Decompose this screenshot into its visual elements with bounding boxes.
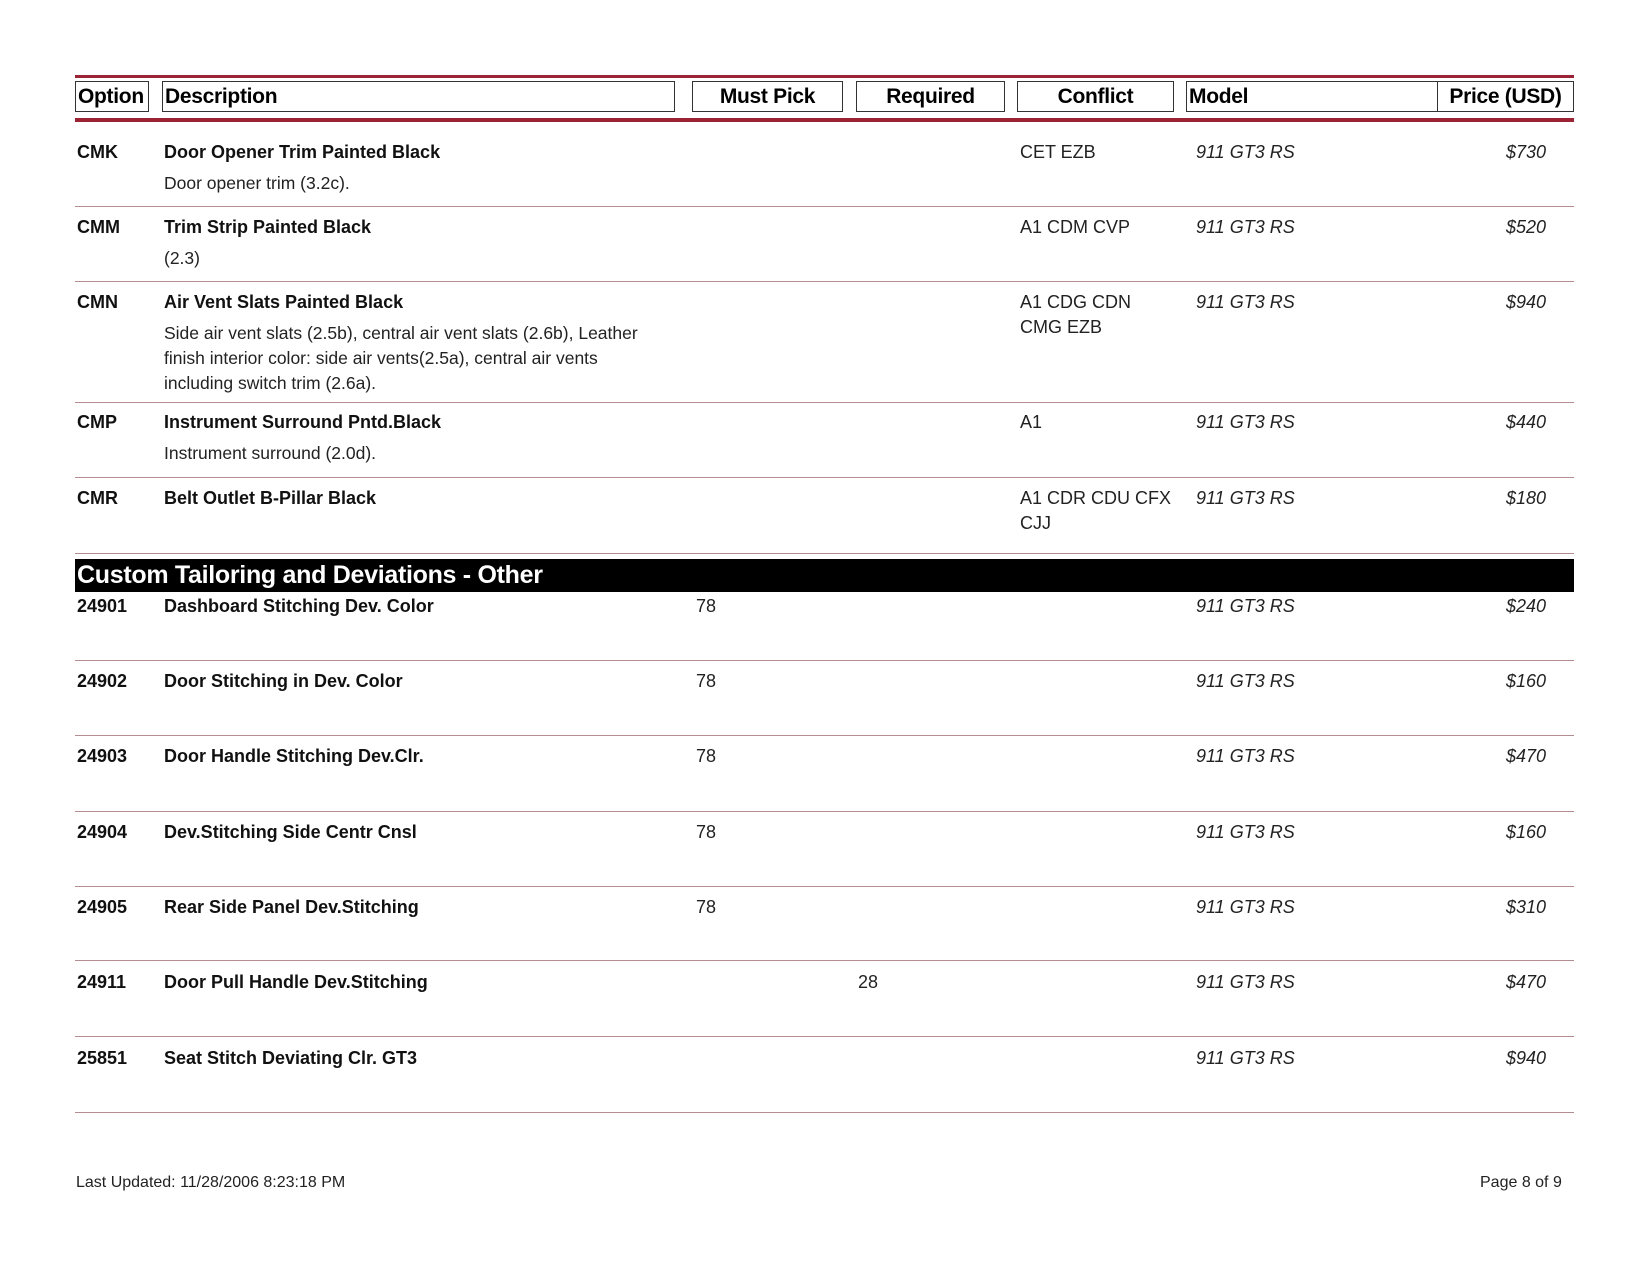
option-code: 24901 (77, 596, 128, 616)
column-header-description: Description (162, 81, 675, 112)
row-separator (75, 553, 1574, 554)
row-separator (75, 1036, 1574, 1037)
price: $940 (1505, 1048, 1546, 1068)
must-pick-value: 78 (696, 596, 717, 616)
model-name: 911 GT3 RS (1196, 746, 1295, 766)
price: $730 (1505, 142, 1546, 162)
model-name: 911 GT3 RS (1196, 292, 1295, 312)
row-separator (75, 281, 1574, 282)
page-number: Page 8 of 9 (1480, 1174, 1562, 1191)
must-pick-value: 78 (696, 671, 717, 691)
model-name: 911 GT3 RS (1196, 972, 1295, 992)
must-pick-value: 78 (696, 822, 717, 842)
option-title: Door Handle Stitching Dev.Clr. (164, 746, 424, 766)
column-header-conflict: Conflict (1017, 81, 1174, 112)
row-separator (75, 206, 1574, 207)
option-title: Air Vent Slats Painted Black (164, 292, 404, 312)
price: $180 (1505, 488, 1546, 508)
option-title: Seat Stitch Deviating Clr. GT3 (164, 1048, 418, 1068)
option-code: 24902 (77, 671, 128, 691)
option-description: (2.3) (164, 248, 200, 268)
model-name: 911 GT3 RS (1196, 1048, 1295, 1068)
price: $940 (1505, 292, 1546, 312)
row-separator (75, 1112, 1574, 1113)
must-pick-value: 78 (696, 897, 717, 917)
column-header-model: Model (1186, 81, 1438, 112)
option-code: CMK (77, 142, 118, 162)
model-name: 911 GT3 RS (1196, 217, 1295, 237)
option-code: CMP (77, 412, 117, 432)
conflict-codes: CMG EZB (1020, 317, 1103, 337)
option-description: Side air vent slats (2.5b), central air vent slats (2.6b), Leather (164, 323, 638, 343)
model-name: 911 GT3 RS (1196, 671, 1295, 691)
option-code: 24903 (77, 746, 128, 766)
price: $470 (1505, 972, 1546, 992)
row-separator (75, 811, 1574, 812)
conflict-codes: CET EZB (1020, 142, 1096, 162)
row-separator (75, 477, 1574, 478)
price: $160 (1505, 671, 1546, 691)
column-header-option: Option (75, 81, 149, 112)
row-separator (75, 886, 1574, 887)
conflict-codes: A1 (1020, 412, 1043, 432)
conflict-codes: A1 CDG CDN (1020, 292, 1132, 312)
row-separator (75, 960, 1574, 961)
option-description: finish interior color: side air vents(2.5a), central air vents (164, 348, 598, 368)
option-code: CMM (77, 217, 120, 237)
price: $310 (1505, 897, 1546, 917)
option-code: 25851 (77, 1048, 128, 1068)
required-value: 28 (858, 972, 879, 992)
option-title: Rear Side Panel Dev.Stitching (164, 897, 419, 917)
column-header-price: Price (USD) (1437, 81, 1574, 112)
column-header-must-pick: Must Pick (692, 81, 843, 112)
row-separator (75, 402, 1574, 403)
conflict-codes: CJJ (1020, 513, 1051, 533)
column-header-required: Required (856, 81, 1005, 112)
conflict-codes: A1 CDM CVP (1020, 217, 1131, 237)
option-title: Door Pull Handle Dev.Stitching (164, 972, 428, 992)
price: $240 (1505, 596, 1546, 616)
option-title: Dashboard Stitching Dev. Color (164, 596, 434, 616)
last-updated: Last Updated: 11/28/2006 8:23:18 PM (76, 1174, 346, 1191)
option-title: Trim Strip Painted Black (164, 217, 372, 237)
header-bottom-rule (75, 118, 1574, 122)
conflict-codes: A1 CDR CDU CFX (1020, 488, 1172, 508)
section-title: Custom Tailoring and Deviations - Other (77, 561, 543, 589)
option-code: 24905 (77, 897, 128, 917)
option-title: Door Stitching in Dev. Color (164, 671, 403, 691)
model-name: 911 GT3 RS (1196, 142, 1295, 162)
option-title: Belt Outlet B-Pillar Black (164, 488, 377, 508)
option-title: Dev.Stitching Side Centr Cnsl (164, 822, 417, 842)
model-name: 911 GT3 RS (1196, 897, 1295, 917)
option-code: CMN (77, 292, 118, 312)
price: $520 (1505, 217, 1546, 237)
row-separator (75, 660, 1574, 661)
model-name: 911 GT3 RS (1196, 596, 1295, 616)
price: $440 (1505, 412, 1546, 432)
option-code: CMR (77, 488, 118, 508)
option-title: Door Opener Trim Painted Black (164, 142, 441, 162)
model-name: 911 GT3 RS (1196, 412, 1295, 432)
model-name: 911 GT3 RS (1196, 822, 1295, 842)
row-separator (75, 735, 1574, 736)
option-description: including switch trim (2.6a). (164, 373, 377, 393)
option-code: 24904 (77, 822, 128, 842)
option-description: Door opener trim (3.2c). (164, 173, 350, 193)
model-name: 911 GT3 RS (1196, 488, 1295, 508)
price: $160 (1505, 822, 1546, 842)
price: $470 (1505, 746, 1546, 766)
option-description: Instrument surround (2.0d). (164, 443, 377, 463)
option-title: Instrument Surround Pntd.Black (164, 412, 442, 432)
must-pick-value: 78 (696, 746, 717, 766)
option-code: 24911 (77, 972, 127, 992)
header-top-rule (75, 75, 1574, 78)
